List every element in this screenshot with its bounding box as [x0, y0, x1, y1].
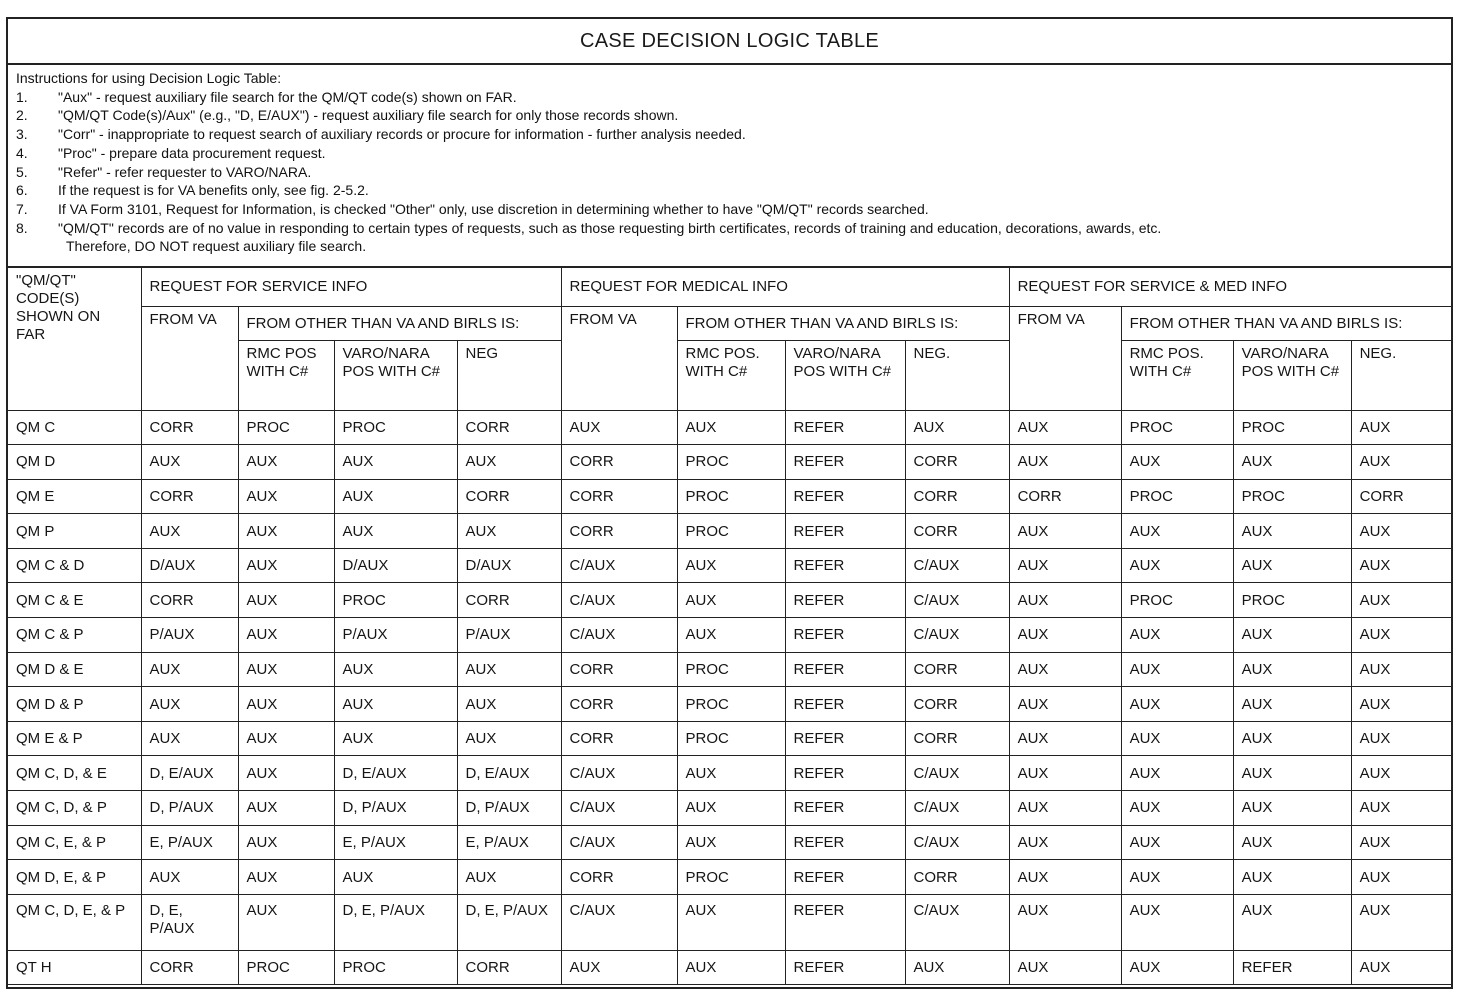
decision-cell: AUX — [334, 445, 457, 480]
decision-cell: AUX — [1009, 687, 1121, 722]
decision-cell: AUX — [457, 445, 561, 480]
decision-cell: AUX — [1233, 860, 1351, 895]
instruction-number: 1. — [16, 88, 28, 105]
decision-cell: AUX — [1233, 652, 1351, 687]
decision-cell: REFER — [785, 721, 905, 756]
table-row — [8, 652, 1451, 687]
decision-cell: AUX — [1233, 687, 1351, 722]
table-row — [8, 548, 1451, 583]
table-row — [8, 825, 1451, 860]
decision-cell: REFER — [785, 445, 905, 480]
title-box — [8, 19, 1451, 65]
decision-cell: AUX — [1121, 791, 1233, 826]
decision-cell: AUX — [457, 860, 561, 895]
decision-cell: CORR — [141, 950, 238, 985]
decision-cell: REFER — [785, 548, 905, 583]
from-other-header-service: FROM OTHER THAN VA AND BIRLS IS: — [238, 306, 561, 340]
instruction-text: If VA Form 3101, Request for Information, is checked "Other" only, use discretion in determining whether to have "QM/QT" records searched. — [58, 200, 929, 217]
table-row — [8, 687, 1451, 722]
table-row — [8, 791, 1451, 826]
decision-cell: AUX — [238, 687, 334, 722]
instruction-number: 7. — [16, 200, 28, 217]
instruction-text: "QM/QT" records are of no value in responding to certain types of requests, such as those requesting birth certificates, records of training and education, decorations, awards, etc. — [58, 219, 1162, 236]
decision-cell: AUX — [1351, 410, 1451, 445]
decision-cell: AUX — [1351, 514, 1451, 549]
decision-cell: PROC — [677, 721, 785, 756]
row-code-cell: QM C & D — [8, 548, 141, 583]
decision-cell: C/AUX — [561, 791, 677, 826]
table-row — [8, 479, 1451, 514]
decision-cell: CORR — [561, 479, 677, 514]
decision-cell: CORR — [905, 860, 1009, 895]
decision-cell: AUX — [1009, 514, 1121, 549]
from-va-header-medical: FROM VA — [561, 306, 677, 410]
row-code-cell: QM C & E — [8, 583, 141, 618]
decision-cell: AUX — [238, 721, 334, 756]
decision-cell: PROC — [238, 950, 334, 985]
decision-cell: AUX — [238, 652, 334, 687]
decision-cell: AUX — [1351, 583, 1451, 618]
decision-cell: AUX — [1351, 445, 1451, 480]
decision-cell: C/AUX — [905, 756, 1009, 791]
decision-cell: C/AUX — [905, 894, 1009, 950]
decision-cell: E, P/AUX — [457, 825, 561, 860]
instruction-item — [16, 200, 1451, 219]
decision-cell: AUX — [1233, 894, 1351, 950]
subheader-varo-nara: VARO/NARA POS WITH C# — [785, 340, 905, 410]
decision-cell: AUX — [238, 825, 334, 860]
decision-cell: CORR — [141, 410, 238, 445]
decision-cell: PROC — [677, 860, 785, 895]
table-row — [8, 618, 1451, 653]
decision-cell: AUX — [1233, 514, 1351, 549]
decision-cell: AUX — [141, 445, 238, 480]
instruction-text: "Refer" - refer requester to VARO/NARA. — [58, 163, 312, 180]
decision-cell: PROC — [1121, 583, 1233, 618]
from-other-header-medical: FROM OTHER THAN VA AND BIRLS IS: — [677, 306, 1009, 340]
decision-cell: AUX — [1121, 721, 1233, 756]
decision-cell: AUX — [905, 950, 1009, 985]
decision-cell: CORR — [457, 479, 561, 514]
instruction-number: 8. — [16, 219, 28, 236]
decision-cell: AUX — [457, 514, 561, 549]
decision-cell: D, E, P/AUX — [334, 894, 457, 950]
decision-cell: AUX — [677, 825, 785, 860]
decision-cell: AUX — [1009, 950, 1121, 985]
decision-cell: AUX — [334, 860, 457, 895]
instructions-list — [16, 88, 1451, 238]
page-title: CASE DECISION LOGIC TABLE — [579, 29, 880, 52]
row-code-cell: QM D & P — [8, 687, 141, 722]
table-row — [8, 721, 1451, 756]
subheader-varo-nara: VARO/NARA POS WITH C# — [1233, 340, 1351, 410]
decision-cell: AUX — [1351, 950, 1451, 985]
decision-cell: AUX — [141, 514, 238, 549]
decision-cell: D, P/AUX — [334, 791, 457, 826]
decision-cell: D, P/AUX — [457, 791, 561, 826]
decision-cell: AUX — [1233, 721, 1351, 756]
decision-cell: AUX — [677, 583, 785, 618]
group-header-medical: REQUEST FOR MEDICAL INFO — [561, 268, 1009, 306]
decision-cell: D/AUX — [141, 548, 238, 583]
decision-cell: AUX — [1009, 410, 1121, 445]
decision-cell: AUX — [1351, 618, 1451, 653]
decision-cell: PROC — [677, 652, 785, 687]
decision-cell: C/AUX — [561, 894, 677, 950]
row-code-cell: QM C, D, E, & P — [8, 894, 141, 950]
decision-cell: PROC — [334, 583, 457, 618]
decision-cell: REFER — [785, 950, 905, 985]
decision-cell: AUX — [1121, 618, 1233, 653]
decision-cell: AUX — [1121, 652, 1233, 687]
from-va-header-service-med: FROM VA — [1009, 306, 1121, 410]
decision-cell: C/AUX — [561, 618, 677, 653]
decision-cell: CORR — [457, 950, 561, 985]
decision-cell: AUX — [905, 410, 1009, 445]
table-row — [8, 514, 1451, 549]
decision-cell: AUX — [238, 756, 334, 791]
decision-cell: D, E/AUX — [334, 756, 457, 791]
decision-cell: AUX — [677, 894, 785, 950]
decision-cell: AUX — [1121, 514, 1233, 549]
decision-cell: AUX — [1009, 756, 1121, 791]
decision-cell: AUX — [561, 950, 677, 985]
instruction-number: 6. — [16, 182, 28, 199]
decision-cell: PROC — [1233, 583, 1351, 618]
decision-cell: AUX — [238, 894, 334, 950]
decision-cell: C/AUX — [561, 583, 677, 618]
decision-cell: D, P/AUX — [141, 791, 238, 826]
instruction-item — [16, 125, 1451, 144]
decision-cell: PROC — [677, 514, 785, 549]
row-code-cell: QM C, D, & P — [8, 791, 141, 826]
decision-cell: AUX — [141, 687, 238, 722]
group-header-service-med: REQUEST FOR SERVICE & MED INFO — [1009, 268, 1451, 306]
row-code-cell: QM C, E, & P — [8, 825, 141, 860]
decision-cell: AUX — [1009, 583, 1121, 618]
instruction-item — [16, 106, 1451, 125]
decision-cell: AUX — [238, 791, 334, 826]
decision-cell: PROC — [1121, 410, 1233, 445]
decision-cell: CORR — [561, 445, 677, 480]
instruction-text: "Corr" - inappropriate to request search of auxiliary records or procure for information - further analysis needed. — [58, 126, 746, 143]
decision-cell: CORR — [141, 479, 238, 514]
decision-cell: AUX — [677, 618, 785, 653]
from-va-header-service: FROM VA — [141, 306, 238, 410]
decision-cell: CORR — [905, 721, 1009, 756]
decision-cell: CORR — [561, 514, 677, 549]
decision-cell: C/AUX — [905, 548, 1009, 583]
instruction-item — [16, 163, 1451, 182]
decision-cell: AUX — [1121, 825, 1233, 860]
decision-cell: AUX — [1351, 791, 1451, 826]
subheader-rmc: RMC POS. WITH C# — [677, 340, 785, 410]
decision-cell: AUX — [1351, 894, 1451, 950]
decision-cell: AUX — [677, 548, 785, 583]
decision-cell: CORR — [561, 860, 677, 895]
decision-logic-table — [8, 268, 1451, 985]
decision-cell: AUX — [1009, 860, 1121, 895]
table-row — [8, 860, 1451, 895]
decision-cell: PROC — [238, 410, 334, 445]
decision-cell: AUX — [1233, 548, 1351, 583]
decision-cell: AUX — [238, 618, 334, 653]
table-row — [8, 756, 1451, 791]
decision-cell: AUX — [1121, 687, 1233, 722]
decision-cell: AUX — [1233, 756, 1351, 791]
decision-cell: AUX — [1233, 825, 1351, 860]
decision-cell: D, E, P/AUX — [141, 894, 238, 950]
decision-cell: CORR — [905, 687, 1009, 722]
row-code-cell: QM C, D, & E — [8, 756, 141, 791]
decision-cell: REFER — [785, 860, 905, 895]
decision-cell: D/AUX — [457, 548, 561, 583]
decision-cell: AUX — [1009, 618, 1121, 653]
decision-cell: C/AUX — [561, 825, 677, 860]
decision-cell: REFER — [1233, 950, 1351, 985]
row-code-cell: QM C — [8, 410, 141, 445]
decision-cell: E, P/AUX — [141, 825, 238, 860]
decision-cell: CORR — [457, 410, 561, 445]
decision-cell: CORR — [141, 583, 238, 618]
instructions-heading: Instructions for using Decision Logic Table: — [16, 70, 282, 86]
decision-cell: P/AUX — [334, 618, 457, 653]
decision-cell: PROC — [334, 410, 457, 445]
from-other-header-service-med: FROM OTHER THAN VA AND BIRLS IS: — [1121, 306, 1451, 340]
decision-cell: AUX — [1121, 445, 1233, 480]
decision-cell: REFER — [785, 479, 905, 514]
decision-cell: AUX — [238, 445, 334, 480]
decision-cell: C/AUX — [905, 618, 1009, 653]
decision-cell: AUX — [1351, 825, 1451, 860]
subheader-neg: NEG — [457, 340, 561, 410]
decision-cell: CORR — [1009, 479, 1121, 514]
instruction-number: 5. — [16, 163, 28, 180]
decision-cell: C/AUX — [905, 791, 1009, 826]
decision-cell: AUX — [334, 514, 457, 549]
decision-cell: AUX — [457, 721, 561, 756]
decision-cell: D/AUX — [334, 548, 457, 583]
decision-cell: AUX — [1009, 791, 1121, 826]
decision-cell: AUX — [238, 548, 334, 583]
decision-cell: AUX — [334, 687, 457, 722]
decision-cell: AUX — [238, 583, 334, 618]
decision-cell: REFER — [785, 514, 905, 549]
decision-cell: PROC — [1121, 479, 1233, 514]
instruction-number: 2. — [16, 107, 28, 124]
decision-cell: AUX — [1351, 721, 1451, 756]
decision-cell: P/AUX — [141, 618, 238, 653]
decision-cell: AUX — [1351, 756, 1451, 791]
decision-cell: AUX — [1351, 652, 1451, 687]
decision-cell: AUX — [1233, 445, 1351, 480]
decision-cell: AUX — [238, 860, 334, 895]
decision-cell: AUX — [677, 791, 785, 826]
decision-cell: AUX — [1121, 756, 1233, 791]
instruction-text: "Proc" - prepare data procurement request. — [58, 144, 326, 161]
instruction-number: 4. — [16, 144, 28, 161]
instruction-item — [16, 181, 1451, 200]
group-header-service: REQUEST FOR SERVICE INFO — [141, 268, 561, 306]
decision-cell: D, E, P/AUX — [457, 894, 561, 950]
decision-cell: AUX — [1009, 894, 1121, 950]
decision-cell: REFER — [785, 756, 905, 791]
decision-cell: REFER — [785, 652, 905, 687]
subheader-neg: NEG. — [905, 340, 1009, 410]
decision-cell: CORR — [561, 652, 677, 687]
instructions-section — [8, 65, 1451, 268]
decision-cell: CORR — [905, 445, 1009, 480]
row-code-cell: QM D — [8, 445, 141, 480]
decision-cell: AUX — [334, 721, 457, 756]
row-code-cell: QM E & P — [8, 721, 141, 756]
decision-cell: REFER — [785, 687, 905, 722]
decision-cell: AUX — [1121, 548, 1233, 583]
decision-cell: AUX — [1351, 548, 1451, 583]
decision-cell: AUX — [677, 950, 785, 985]
decision-cell: AUX — [1009, 721, 1121, 756]
row-code-cell: QM D & E — [8, 652, 141, 687]
decision-cell: REFER — [785, 583, 905, 618]
decision-cell: AUX — [561, 410, 677, 445]
instruction-text: "Aux" - request auxiliary file search for the QM/QT code(s) shown on FAR. — [58, 88, 517, 105]
decision-cell: D, E/AUX — [141, 756, 238, 791]
decision-cell: CORR — [1351, 479, 1451, 514]
instructions-continuation: Therefore, DO NOT request auxiliary file search. — [66, 238, 367, 255]
table-row — [8, 894, 1451, 950]
decision-cell: AUX — [334, 479, 457, 514]
row-code-cell: QM D, E, & P — [8, 860, 141, 895]
instruction-item — [16, 144, 1451, 163]
decision-cell: PROC — [334, 950, 457, 985]
decision-cell: C/AUX — [905, 583, 1009, 618]
decision-cell: AUX — [141, 860, 238, 895]
decision-cell: PROC — [1233, 479, 1351, 514]
decision-cell: D, E/AUX — [457, 756, 561, 791]
decision-cell: P/AUX — [457, 618, 561, 653]
decision-cell: AUX — [141, 721, 238, 756]
decision-cell: CORR — [905, 479, 1009, 514]
decision-cell: CORR — [561, 721, 677, 756]
decision-cell: C/AUX — [561, 548, 677, 583]
decision-cell: AUX — [1351, 860, 1451, 895]
table-row — [8, 445, 1451, 480]
decision-cell: AUX — [238, 479, 334, 514]
decision-cell: E, P/AUX — [334, 825, 457, 860]
subheader-varo-nara: VARO/NARA POS WITH C# — [334, 340, 457, 410]
instruction-number: 3. — [16, 126, 28, 143]
decision-cell: AUX — [1233, 791, 1351, 826]
row-code-cell: QT H — [8, 950, 141, 985]
decision-cell: AUX — [1351, 687, 1451, 722]
decision-cell: REFER — [785, 791, 905, 826]
instruction-item — [16, 219, 1451, 238]
decision-cell: AUX — [141, 652, 238, 687]
decision-cell: AUX — [1009, 445, 1121, 480]
decision-cell: CORR — [561, 687, 677, 722]
subheader-rmc: RMC POS WITH C# — [238, 340, 334, 410]
decision-cell: AUX — [334, 652, 457, 687]
decision-cell: AUX — [1121, 894, 1233, 950]
decision-cell: AUX — [1121, 950, 1233, 985]
row-code-cell: QM C & P — [8, 618, 141, 653]
decision-cell: AUX — [457, 687, 561, 722]
decision-logic-sheet — [6, 17, 1453, 989]
decision-cell: AUX — [1009, 825, 1121, 860]
decision-cell: REFER — [785, 894, 905, 950]
decision-cell: PROC — [1233, 410, 1351, 445]
decision-cell: AUX — [1121, 860, 1233, 895]
instruction-text: If the request is for VA benefits only, see fig. 2-5.2. — [58, 182, 369, 199]
decision-cell: C/AUX — [905, 825, 1009, 860]
row-code-cell: QM P — [8, 514, 141, 549]
table-row — [8, 583, 1451, 618]
decision-cell: AUX — [1233, 618, 1351, 653]
code-column-header: "QM/QT" CODE(S) SHOWN ON FAR — [8, 268, 141, 410]
decision-cell: C/AUX — [561, 756, 677, 791]
decision-cell: REFER — [785, 618, 905, 653]
decision-cell: CORR — [905, 514, 1009, 549]
decision-cell: AUX — [1009, 548, 1121, 583]
row-code-cell: QM E — [8, 479, 141, 514]
decision-cell: REFER — [785, 825, 905, 860]
subheader-neg: NEG. — [1351, 340, 1451, 410]
decision-cell: AUX — [238, 514, 334, 549]
decision-cell: PROC — [677, 479, 785, 514]
decision-cell: PROC — [677, 687, 785, 722]
decision-cell: AUX — [457, 652, 561, 687]
decision-cell: PROC — [677, 445, 785, 480]
instruction-item — [16, 88, 1451, 107]
decision-cell: CORR — [457, 583, 561, 618]
decision-cell: AUX — [1009, 652, 1121, 687]
table-row — [8, 950, 1451, 985]
instruction-text: "QM/QT Code(s)/Aux" (e.g., "D, E/AUX") - request auxiliary file search for only those records shown. — [58, 107, 679, 124]
table-row — [8, 410, 1451, 445]
subheader-rmc: RMC POS. WITH C# — [1121, 340, 1233, 410]
decision-cell: AUX — [677, 410, 785, 445]
decision-cell: CORR — [905, 652, 1009, 687]
decision-cell: REFER — [785, 410, 905, 445]
decision-cell: AUX — [677, 756, 785, 791]
